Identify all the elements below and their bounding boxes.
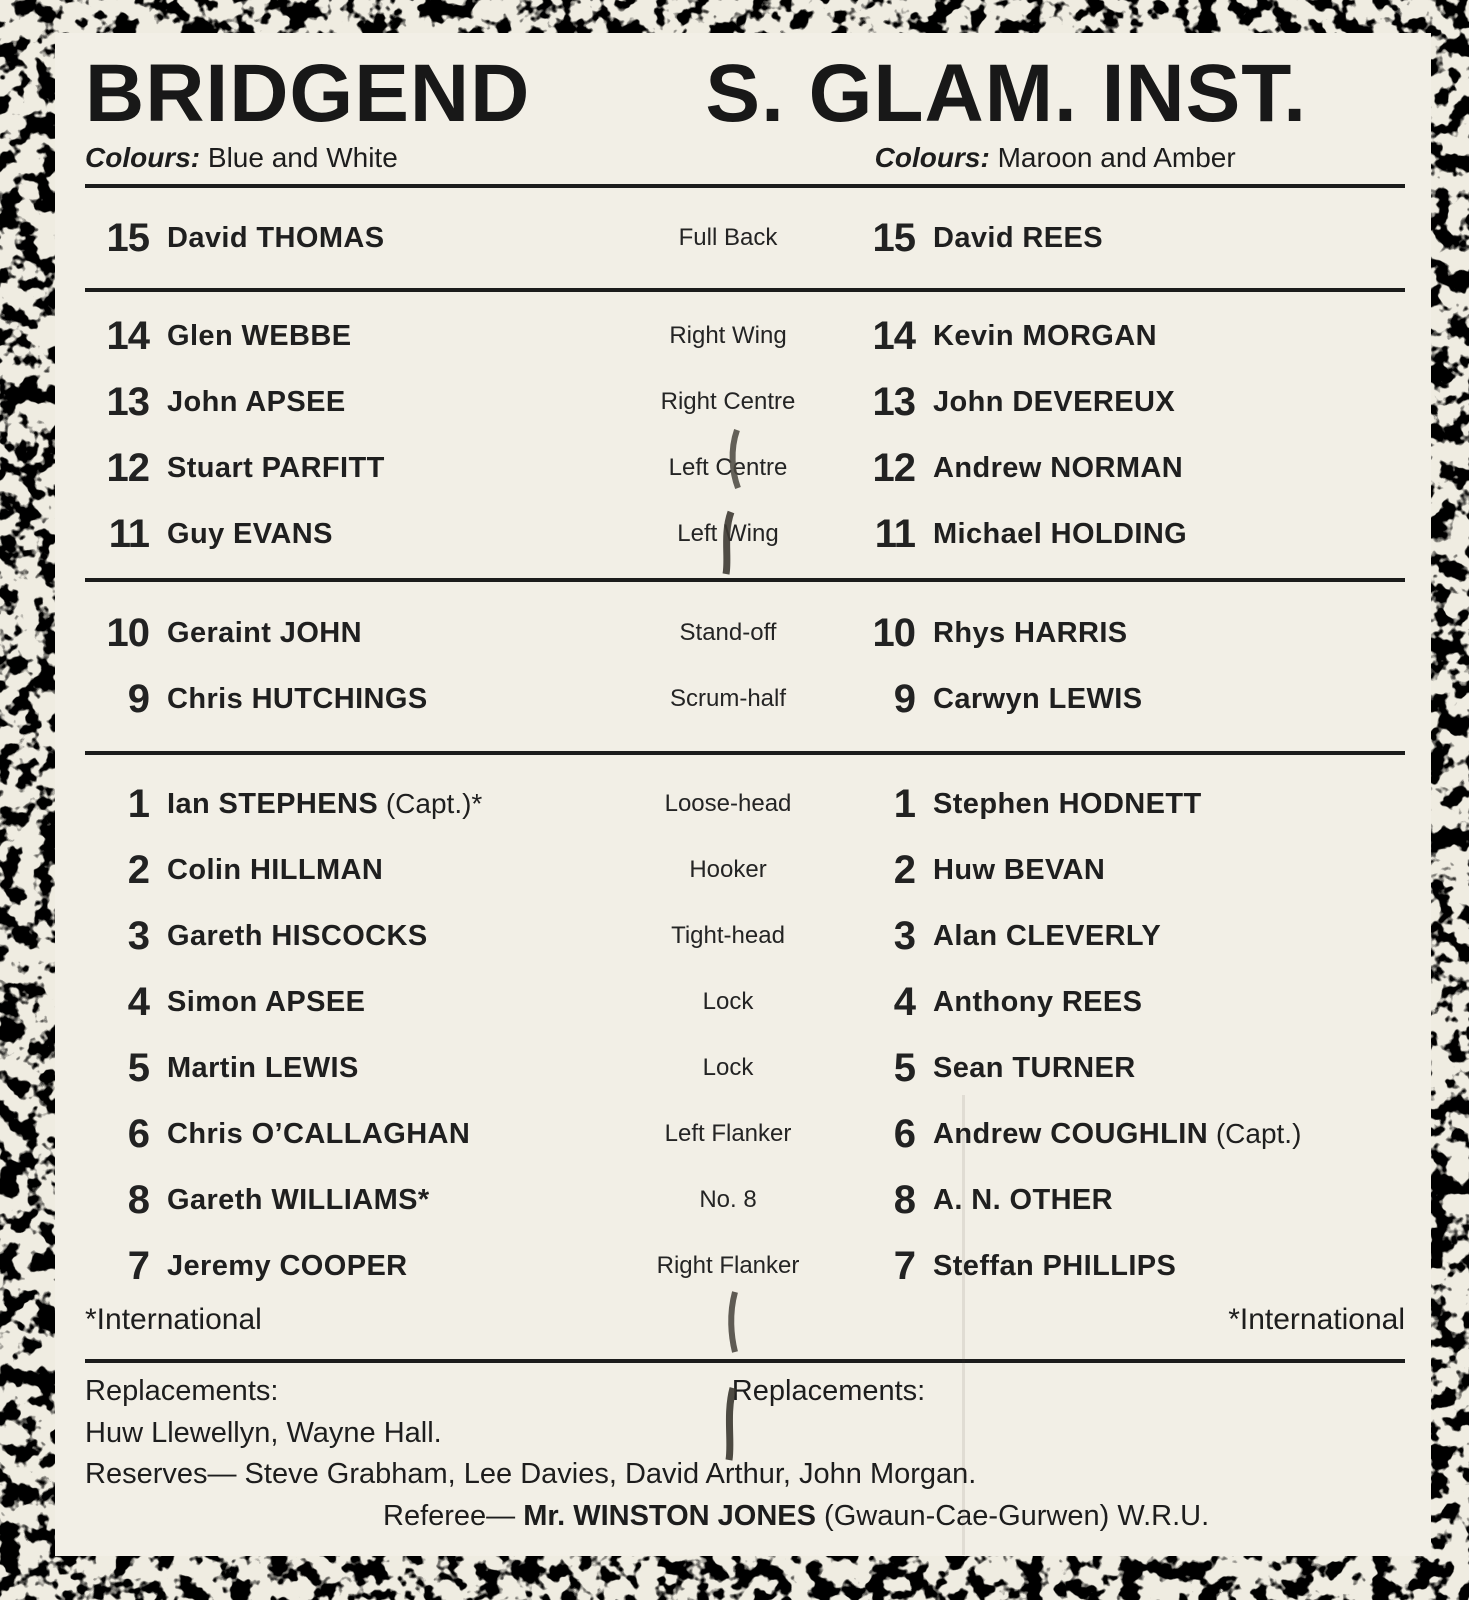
player-row	[85, 837, 1405, 903]
right-player-name	[933, 683, 1405, 716]
away-team-colours	[705, 142, 1405, 174]
left-player-number: 11	[108, 511, 149, 556]
player-row	[85, 666, 1405, 732]
right-player-number: 2	[893, 847, 915, 892]
fullback-section	[85, 188, 1405, 288]
right-player-name	[933, 1052, 1405, 1085]
player-name-text: Stephen HODNETT	[933, 787, 1202, 820]
left-player-number: 9	[127, 676, 149, 721]
left-player-name	[167, 920, 591, 953]
right-player-name	[933, 320, 1405, 353]
halfbacks-section	[85, 582, 1405, 751]
right-player-name	[933, 617, 1405, 650]
player-row	[85, 969, 1405, 1035]
left-player-number: 4	[127, 979, 149, 1024]
left-player-number: 12	[106, 445, 149, 490]
left-player-name	[167, 386, 591, 419]
left-replacements-label: Replacements:	[85, 1375, 279, 1407]
player-name-text: Kevin MORGAN	[933, 319, 1157, 352]
right-player-name	[933, 222, 1405, 255]
referee-name: Mr. WINSTON JONES	[523, 1500, 816, 1533]
right-player-number: 4	[893, 979, 915, 1024]
position-label: Left Flanker	[664, 1120, 792, 1147]
player-row	[85, 303, 1405, 369]
right-player-number: 7	[893, 1243, 915, 1288]
left-player-name	[167, 518, 591, 551]
player-name-text: Guy EVANS	[167, 517, 333, 550]
footer	[85, 1363, 1405, 1536]
left-player-name	[167, 320, 591, 353]
home-team-name: BRIDGEND	[85, 48, 531, 139]
international-footnotes	[85, 1299, 1405, 1359]
left-player-number: 10	[106, 610, 149, 655]
reserves-line: Reserves— Steve Grabham, Lee Davies, David Arthur, John Morgan.	[85, 1458, 977, 1491]
position-label: Stand-off	[679, 619, 777, 646]
colours-value: Maroon and Amber	[997, 142, 1236, 173]
position-label: Hooker	[689, 856, 767, 883]
player-name-text: Anthony REES	[933, 985, 1143, 1018]
player-name-text: Geraint JOHN	[167, 616, 362, 649]
programme-page	[55, 33, 1431, 1556]
player-row	[85, 203, 1405, 273]
colours-value: Blue and White	[207, 142, 398, 173]
right-replacements-label: Replacements:	[731, 1375, 926, 1407]
left-player-name	[167, 1250, 591, 1283]
player-name-text: Martin LEWIS	[167, 1051, 359, 1084]
right-player-name	[933, 1184, 1405, 1217]
home-team-block	[85, 48, 705, 174]
right-player-name	[933, 920, 1405, 953]
player-name-text: Alan CLEVERLY	[933, 919, 1162, 952]
player-row	[85, 501, 1405, 567]
player-name-text: Steffan PHILLIPS	[933, 1249, 1177, 1282]
player-name-text: David REES	[933, 221, 1103, 254]
away-team-block	[705, 48, 1405, 174]
left-player-name	[167, 683, 591, 716]
right-player-number: 15	[872, 215, 915, 260]
home-team-colours	[85, 142, 705, 174]
left-player-number: 7	[127, 1243, 149, 1288]
captain-note: (Capt.)*	[378, 787, 483, 819]
position-label: No. 8	[699, 1186, 757, 1213]
position-label: Right Centre	[660, 388, 796, 415]
fold-crease	[962, 1095, 965, 1555]
player-name-text: Sean TURNER	[933, 1051, 1136, 1084]
left-player-name	[167, 788, 591, 821]
player-name-text: Glen WEBBE	[167, 319, 352, 352]
player-name-text: John APSEE	[167, 385, 346, 418]
right-player-number: 5	[893, 1045, 915, 1090]
player-name-text: A. N. OTHER	[933, 1183, 1114, 1216]
position-label: Right Flanker	[656, 1252, 800, 1279]
captain-note: (Capt.)	[1208, 1117, 1302, 1149]
right-international-note: *International	[1228, 1303, 1405, 1336]
position-label: Lock	[702, 1054, 754, 1081]
left-player-number: 2	[127, 847, 149, 892]
position-label: Left Wing	[677, 520, 779, 547]
right-player-name	[933, 854, 1405, 887]
left-player-number: 14	[106, 313, 149, 358]
player-name-text: Andrew COUGHLIN	[933, 1117, 1209, 1150]
threequarters-section	[85, 292, 1405, 578]
player-row	[85, 1101, 1405, 1167]
left-international-note: *International	[85, 1303, 262, 1336]
position-label: Full Back	[678, 224, 778, 251]
team-headers	[85, 48, 1405, 174]
player-name-text: Colin HILLMAN	[167, 853, 384, 886]
left-player-name	[167, 1052, 591, 1085]
left-player-name	[167, 1184, 591, 1217]
player-name-text: Huw BEVAN	[933, 853, 1106, 886]
player-name-text: Rhys HARRIS	[933, 616, 1128, 649]
left-player-number: 8	[127, 1177, 149, 1222]
right-player-number: 8	[893, 1177, 915, 1222]
player-name-text: Gareth HISCOCKS	[167, 919, 428, 952]
right-player-number: 11	[874, 511, 915, 556]
player-row	[85, 1035, 1405, 1101]
left-player-number: 5	[127, 1045, 149, 1090]
player-name-text: Chris HUTCHINGS	[167, 682, 428, 715]
right-player-number: 3	[893, 913, 915, 958]
colours-label: Colours:	[874, 142, 990, 173]
player-name-text: Andrew NORMAN	[933, 451, 1184, 484]
left-player-number: 1	[127, 781, 149, 826]
left-player-number: 3	[127, 913, 149, 958]
player-row	[85, 903, 1405, 969]
referee-label: Referee—	[383, 1500, 516, 1533]
right-player-number: 10	[872, 610, 915, 655]
position-label: Loose-head	[664, 790, 792, 817]
player-name-text: Simon APSEE	[167, 985, 366, 1018]
left-player-name	[167, 452, 591, 485]
right-player-name	[933, 452, 1405, 485]
player-row	[85, 771, 1405, 837]
right-player-number: 12	[872, 445, 915, 490]
right-player-name	[933, 986, 1405, 1019]
replacements-labels	[85, 1373, 1405, 1411]
referee-detail: (Gwaun-Cae-Gurwen) W.R.U.	[824, 1500, 1210, 1533]
right-player-name	[933, 788, 1405, 821]
referee-line	[85, 1498, 1405, 1536]
position-label: Right Wing	[669, 322, 787, 349]
right-player-number: 13	[872, 379, 915, 424]
left-player-number: 6	[127, 1111, 149, 1156]
player-name-text: Stuart PARFITT	[167, 451, 385, 484]
forwards-section	[85, 755, 1405, 1299]
right-player-name	[933, 386, 1405, 419]
player-name-text: Jeremy COOPER	[167, 1249, 408, 1282]
right-player-name	[933, 1250, 1405, 1283]
left-player-name	[167, 1118, 591, 1151]
player-name-text: David THOMAS	[167, 221, 385, 254]
away-team-name: S. GLAM. INST.	[705, 48, 1308, 139]
left-player-number: 13	[106, 379, 149, 424]
right-player-name	[933, 518, 1405, 551]
player-name-text: Carwyn LEWIS	[933, 682, 1143, 715]
left-player-name	[167, 617, 591, 650]
position-label: Scrum-half	[669, 685, 787, 712]
player-row	[85, 435, 1405, 501]
right-player-number: 14	[872, 313, 915, 358]
left-replacements-names: Huw Llewellyn, Wayne Hall.	[85, 1416, 442, 1449]
player-row	[85, 1167, 1405, 1233]
right-player-number: 6	[893, 1111, 915, 1156]
player-row	[85, 1233, 1405, 1299]
player-row	[85, 369, 1405, 435]
right-player-number: 1	[893, 781, 915, 826]
left-player-number: 15	[106, 215, 149, 260]
right-player-number: 9	[893, 676, 915, 721]
left-player-name	[167, 854, 591, 887]
position-label: Tight-head	[671, 922, 785, 949]
player-name-text: John DEVEREUX	[933, 385, 1176, 418]
player-name-text: Chris O’CALLAGHAN	[167, 1117, 471, 1150]
colours-label: Colours:	[85, 142, 201, 173]
position-label: Lock	[702, 988, 754, 1015]
left-player-name	[167, 222, 591, 255]
player-name-text: Gareth WILLIAMS*	[167, 1183, 430, 1216]
position-label: Left Centre	[668, 454, 788, 481]
player-row	[85, 600, 1405, 666]
right-player-name	[933, 1118, 1405, 1151]
player-name-text: Ian STEPHENS	[167, 787, 379, 820]
left-player-name	[167, 986, 591, 1019]
player-name-text: Michael HOLDING	[933, 517, 1188, 550]
